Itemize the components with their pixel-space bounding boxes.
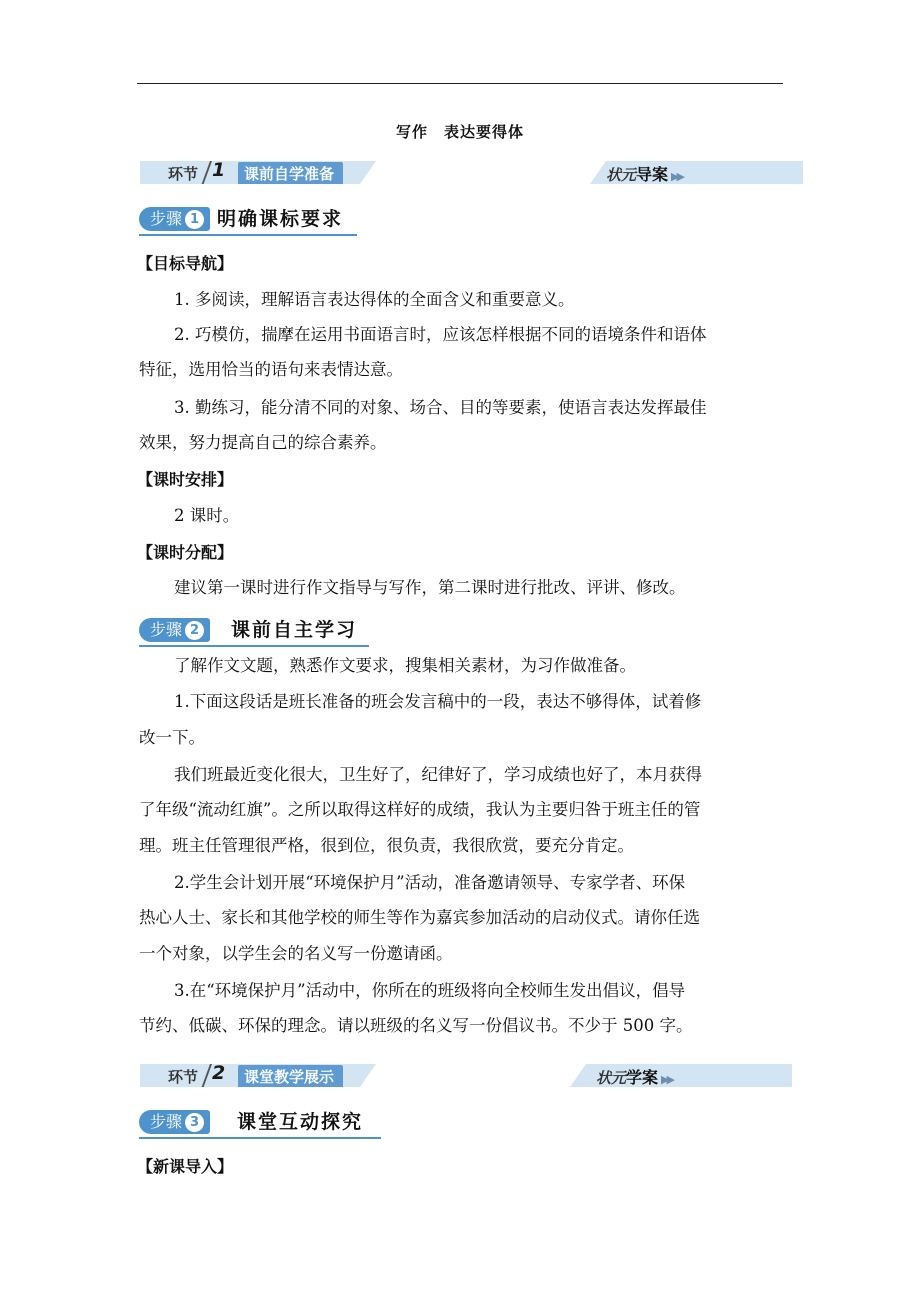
banner-head: 环节 — [168, 165, 199, 183]
section-banner-1 — [140, 161, 803, 184]
heading-intro: 【新课导入】 — [137, 1157, 234, 1176]
step-underline — [139, 645, 369, 647]
heading-schedule: 【课时安排】 — [137, 470, 234, 489]
heading-goal: 【目标导航】 — [137, 254, 234, 273]
goal-line-1: 1. 多阅读，理解语言表达得体的全面含义和重要意义。 — [174, 290, 575, 309]
task-1-line-b: 改一下。 — [139, 728, 205, 747]
step-header-1 — [139, 207, 359, 233]
double-arrow-icon: ▶▶ — [671, 170, 682, 183]
task-1-line-d: 了年级“流动红旗”。之所以取得这样好的成绩，我认为主要归咎于班主任的管 — [139, 800, 701, 819]
task-2-line-b: 热心人士、家长和其他学校的师生等作为嘉宾参加活动的启动仪式。请你任选 — [139, 908, 700, 927]
task-2-line-a: 2.学生会计划开展“环境保护月”活动，准备邀请领导、专家学者、环保 — [174, 873, 686, 892]
task-1-line-c: 我们班最近变化很大，卫生好了，纪律好了，学习成绩也好了，本月获得 — [174, 765, 702, 784]
step-number-icon: 3 — [185, 1113, 204, 1132]
banner-number: 2 — [212, 1064, 226, 1084]
banner-subtitle: 课前自学准备 — [238, 162, 343, 184]
banner-tag: 状元导案 ▶▶ — [606, 165, 682, 184]
step-header-3 — [139, 1110, 383, 1136]
banner-gap — [360, 1064, 586, 1087]
task-1-line-a: 1.下面这段话是班长准备的班会发言稿中的一段，表达不够得体，试着修 — [174, 692, 702, 711]
goal-line-2b: 特征，选用恰当的语句来表情达意。 — [139, 360, 403, 379]
banner-head: 环节 — [168, 1068, 199, 1086]
task-2-line-c: 一个对象，以学生会的名义写一份邀请函。 — [139, 944, 453, 963]
double-arrow-icon: ▶▶ — [661, 1073, 672, 1086]
step-underline — [139, 1137, 381, 1139]
step-pill: 步骤 1 — [139, 207, 210, 231]
task-3-line-b: 节约、低碳、环保的理念。请以班级的名义写一份倡议书。不少于 500 字。 — [139, 1016, 693, 1035]
banner-tag: 状元学案 ▶▶ — [596, 1068, 672, 1087]
heading-allocation: 【课时分配】 — [137, 543, 234, 562]
task-1-line-e: 理。班主任管理很严格，很到位，很负责，我很欣赏，要充分肯定。 — [139, 836, 634, 855]
step-title: 明确课标要求 — [217, 208, 344, 230]
allocation-line: 建议第一课时进行作文指导与写作，第二课时进行批改、评讲、修改。 — [174, 578, 686, 597]
step-header-2 — [139, 618, 371, 644]
header-rule — [137, 83, 783, 84]
step-pill: 步骤 2 — [139, 618, 210, 642]
page-title: 写作 表达要得体 — [395, 123, 524, 141]
step-pill: 步骤 3 — [139, 1110, 210, 1134]
task-3-line-a: 3.在“环境保护月”活动中，你所在的班级将向全校师生发出倡议，倡导 — [174, 981, 686, 1000]
step-number-icon: 1 — [185, 210, 204, 229]
step-number-icon: 2 — [185, 621, 204, 640]
banner-number: 1 — [212, 161, 226, 181]
step-title: 课堂互动探究 — [237, 1111, 364, 1133]
banner-subtitle: 课堂教学展示 — [238, 1065, 343, 1087]
step-title: 课前自主学习 — [231, 619, 358, 641]
section-banner-2 — [140, 1064, 792, 1087]
schedule-line: 2 课时。 — [174, 506, 240, 525]
goal-line-3b: 效果，努力提高自己的综合素养。 — [139, 433, 387, 452]
goal-line-3a: 3. 勤练习，能分清不同的对象、场合、目的等要素，使语言表达发挥最佳 — [174, 398, 707, 417]
banner-gap — [360, 161, 606, 184]
prep-line: 了解作文文题，熟悉作文要求，搜集相关素材，为习作做准备。 — [174, 656, 636, 675]
goal-line-2a: 2. 巧模仿，揣摩在运用书面语言时，应该怎样根据不同的语境条件和语体 — [174, 325, 707, 344]
step-underline — [139, 234, 357, 236]
